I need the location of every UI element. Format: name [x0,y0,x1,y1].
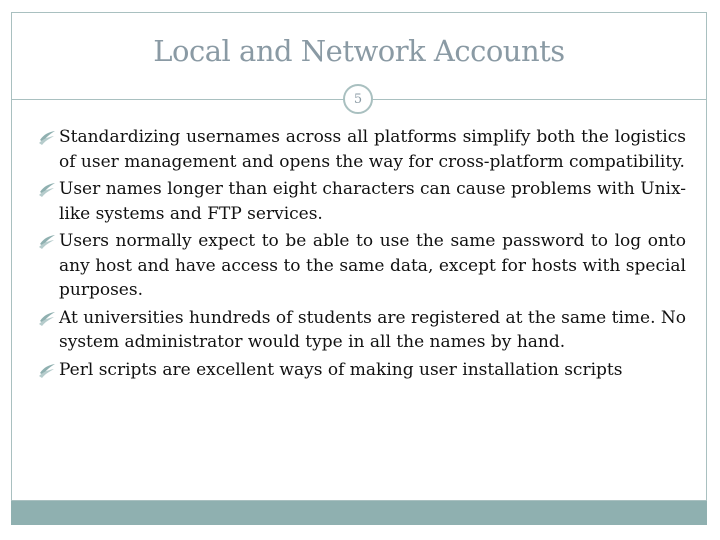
bullet-item [38,229,686,303]
bullet-item [38,177,686,226]
bullet-item [38,358,686,383]
page-number: 5 [353,91,363,107]
swoosh-bullet-icon [38,359,56,379]
swoosh-bullet-icon [38,178,56,198]
bullet-text: At universities hundreds of students are registered at the same time. No system administrator would type in all the names by hand. [59,307,686,352]
bullet-list [38,125,686,385]
page-number-badge [343,84,373,114]
swoosh-bullet-icon [38,230,56,250]
footer-bar [11,501,707,525]
bullet-item [38,125,686,174]
bullet-text: Users normally expect to be able to use the same password to log onto any host and have access to the same data, except for hosts with special purposes. [59,231,686,300]
bullet-text: Perl scripts are excellent ways of making user installation scripts [59,359,623,380]
slide-title: Local and Network Accounts [153,34,565,68]
swoosh-bullet-icon [38,126,56,146]
bullet-text: Standardizing usernames across all platforms simplify both the logistics of user management and opens the way for cross-platform compatibility. [59,127,686,172]
swoosh-bullet-icon [38,307,56,327]
bullet-item [38,306,686,355]
bullet-text: User names longer than eight characters can cause problems with Unix-like systems and FTP services. [59,179,686,224]
